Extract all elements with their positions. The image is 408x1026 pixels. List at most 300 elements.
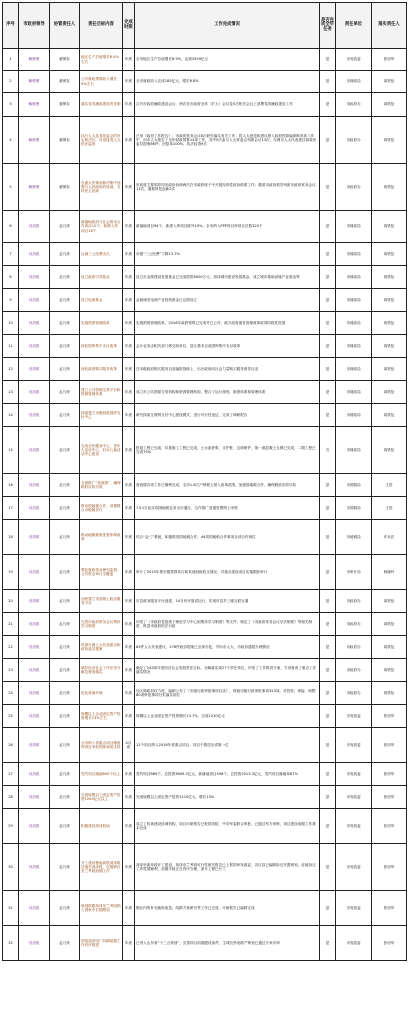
row-unit: 市政府办 [336, 117, 372, 164]
row-progress: 桩基工程已完成，坑基施工工程已完成，土水泥砂浆、支护桩、边坡喷护，第一道混凝土支撑已完成，二期工程已完成70% [135, 427, 320, 474]
row-leader: 闫剑波 [19, 809, 50, 844]
row-person: 王进 [372, 497, 407, 520]
row-seq: 27 [3, 763, 19, 786]
row-done: 是 [320, 763, 336, 786]
row-assist: 孟凡荣 [50, 682, 80, 705]
row-time: 年底 [123, 335, 135, 358]
row-progress: 金源诚发电商产业投资基金已注册设立 [135, 289, 320, 312]
row-unit: 市政府办 [336, 659, 372, 682]
row-person: 周铁伦 [372, 164, 407, 211]
row-assist: 翟保存 [50, 71, 80, 93]
header-done: 是否完成全年任务 [320, 3, 336, 49]
row-seq: 29 [3, 809, 19, 844]
row-task: 全面推广“营改增”，确保税收应收尽收 [80, 474, 123, 497]
row-progress: 成立了机场建设协调机构，项目可研报告已报国务院、中央军委联合审批，已通过军方审核，项目建设前期工作基本完成 [135, 809, 320, 844]
row-time: 年底 [123, 117, 135, 164]
row-leader: 闫剑波 [19, 335, 50, 358]
row-person: 周铁伦 [372, 381, 407, 404]
row-leader: 闫剑波 [19, 728, 50, 763]
row-assist: 孟凡荣 [50, 555, 80, 590]
row-person: 周铁伦 [372, 590, 407, 613]
row-done: 是 [320, 474, 336, 497]
row-time: 年底 [123, 312, 135, 335]
row-leader: 闫剑波 [19, 763, 50, 786]
row-time: 年底 [123, 381, 135, 404]
row-assist: 孟凡荣 [50, 474, 80, 497]
row-leader: 解维俊 [19, 117, 50, 164]
row-task: 推动地税税收征管体制改革 [80, 520, 123, 555]
row-done: 是 [320, 728, 336, 763]
row-progress: 额区内的补充换料改造，线路方案研究等工作已完成，可研报告已编制完成 [135, 891, 320, 926]
row-leader: 闫剑波 [19, 844, 50, 891]
row-task: 建立公共资源交易平台和资源管理体系 [80, 381, 123, 404]
row-task: 开工建设鲁南高铁菏泽段济南至菏泽段，实施郓巨至兰考段前期工作 [80, 844, 123, 891]
row-seq: 1 [3, 49, 19, 71]
row-person: 周铁伦 [372, 266, 407, 289]
row-person: 张培华 [372, 728, 407, 763]
table-row [3, 427, 407, 474]
row-progress: 营改增各项工作已顺利完成，全市1.8万户纳税人纳入改革范围，加强国地税合作，确保税收应收尽收 [135, 474, 320, 497]
row-assist: 孟凡荣 [50, 266, 80, 289]
row-time: 年底 [123, 926, 135, 961]
row-person: 周铁伦 [372, 682, 407, 705]
table-row [3, 520, 407, 555]
row-leader: 闫剑波 [19, 266, 50, 289]
row-seq: 31 [3, 891, 19, 926]
row-task: 加快建立市县网上政务服务平台 [80, 590, 123, 613]
row-assist: 孟凡荣 [50, 763, 80, 786]
row-progress: 规模以上企业固定资产投资增长13.7%，完成1210亿元 [135, 705, 320, 728]
table-row [3, 763, 407, 786]
row-leader: 解维俊 [19, 49, 50, 71]
row-task: 规模以上企业固定资产投资增长13%左右 [80, 705, 123, 728]
row-assist: 孟凡荣 [50, 613, 80, 636]
row-unit: 市财政局 [336, 211, 372, 243]
table-row [3, 404, 407, 427]
table-row [3, 497, 407, 520]
row-unit: 市财政局 [336, 312, 372, 335]
row-assist: 孟凡荣 [50, 520, 80, 555]
row-assist: 孟凡荣 [50, 728, 80, 763]
row-task: 执行人大及其常委会的决定和决议，自觉接受人大依法监督 [80, 117, 123, 164]
table-row [3, 289, 407, 312]
table-row [3, 312, 407, 335]
row-person: 周铁伦 [372, 289, 407, 312]
row-unit: 市财政局 [336, 358, 372, 381]
row-leader: 闫剑波 [19, 404, 50, 427]
table-row [3, 93, 407, 117]
row-assist: 孟凡荣 [50, 659, 80, 682]
row-unit: 市发改委 [336, 844, 372, 891]
row-progress: 83件人大代表建议，276件政协提案已全部办复，并向市人大、市政协通报办理情况 [135, 636, 320, 659]
row-done: 是 [320, 71, 336, 93]
row-task: 落实党风廉政建设责任制 [80, 93, 123, 117]
row-time: 年底 [123, 497, 135, 520]
row-task: 在重大决策前和决策中加强与人民政协的协商，支持民主协商 [80, 164, 123, 211]
row-person: 周铁伦 [372, 358, 407, 381]
row-progress: 审计了2015年度市级预算执行和其他财政收支情况；对重点建设项目实施跟踪审计 [135, 555, 320, 590]
row-seq: 9 [3, 289, 19, 312]
row-done: 是 [320, 659, 336, 682]
row-person: 周铁伦 [372, 659, 407, 682]
row-person: 周铁伦 [372, 312, 407, 335]
row-unit: 市财政局 [336, 71, 372, 93]
row-leader: 闫剑波 [19, 705, 50, 728]
row-done: 是 [320, 381, 336, 404]
row-progress: 签约项目689个，总投资3809.2亿元，新落地项目596个，总投资2013.3亿元，签约项目落地率87% [135, 763, 320, 786]
row-time: 年底 [123, 786, 135, 809]
row-time: 年底 [123, 404, 135, 427]
row-person: 杨晓玲 [372, 555, 407, 590]
row-seq: 13 [3, 381, 19, 404]
row-seq: 18 [3, 520, 19, 555]
row-time: 年底 [123, 659, 135, 682]
header-time: 完成时限 [123, 3, 135, 49]
header-leader: 市政府领导 [19, 3, 50, 49]
row-seq: 2 [3, 71, 19, 93]
row-done: 是 [320, 266, 336, 289]
row-done: 是 [320, 49, 336, 71]
row-assist: 孟凡荣 [50, 211, 80, 243]
row-leader: 闫剑波 [19, 474, 50, 497]
row-unit: 市财政局 [336, 381, 372, 404]
row-progress: 已形《政府工作报告》；市政府常务会议8次研究落实有关工作；将人大意见和建议纳入政府预算编制和具体工作中，向市人大报告了全年财政预算14项工作，其中5次参与人大常委会列席会议13次；办理市人大代表建议和政协委员提案86件；回复率100%，执法检查9次 [135, 117, 320, 164]
row-time: 年底 [123, 211, 135, 243]
row-unit: 市政府办 [336, 613, 372, 636]
row-time: 年底 [123, 49, 135, 71]
row-done: 是 [320, 613, 336, 636]
row-task: 做好经济社会工作任务分解及督查落实 [80, 659, 123, 682]
row-seq: 32 [3, 926, 19, 961]
row-unit: 市财政局 [336, 404, 372, 427]
row-person: 周铁伦 [372, 404, 407, 427]
row-assist: 孟凡荣 [50, 497, 80, 520]
row-progress: 已列入山东省“十三五规划”，完善项目前期建设条件，主城区热电联产规划已通过专家评审 [135, 926, 320, 961]
row-unit: 市政府办 [336, 590, 372, 613]
row-done: 是 [320, 164, 336, 211]
row-seq: 26 [3, 728, 19, 763]
row-time: 年底 [123, 613, 135, 636]
row-time: 年底 [123, 705, 135, 728]
row-seq: 24 [3, 682, 19, 705]
header-assist: 协管责任人 [50, 3, 80, 49]
row-seq: 3 [3, 93, 19, 117]
row-person: 周铁伦 [372, 427, 407, 474]
header-seq: 序号 [3, 3, 19, 49]
table-row [3, 164, 407, 211]
header-progress: 工作完成情况 [135, 3, 320, 49]
row-progress: 印发了《市政府党组班子理论学习中心组集体学习制度》等文件；制定了《市政府常务会议学法制度》等相关制度，推进市政府依法行政 [135, 613, 320, 636]
table-row [3, 117, 407, 164]
row-task: 完善市政府常务会议集体学习制度 [80, 613, 123, 636]
table-row [3, 786, 407, 809]
row-seq: 20 [3, 590, 19, 613]
row-assist: 孟凡荣 [50, 926, 80, 961]
row-assist: 孟凡荣 [50, 312, 80, 335]
table-row [3, 266, 407, 289]
row-time: 年底 [123, 891, 135, 926]
row-progress: 成立市公共资源交易机构和资源管理机构，整合了运行规则，制度体系和管理体系 [135, 381, 320, 404]
row-done: 是 [320, 93, 336, 117]
row-seq: 21 [3, 613, 19, 636]
row-task: 设立电商基金 [80, 289, 123, 312]
table-row [3, 555, 407, 590]
row-seq: 10 [3, 312, 19, 335]
row-assist: 孟凡荣 [50, 705, 80, 728]
row-task: 探索建立市级财政国库支付中心 [80, 404, 123, 427]
row-leader: 闫剑波 [19, 682, 50, 705]
row-progress: 实施预算管理改革，2016年政府预算已完成并已公开；地方政府债务管理改革取得阶段性进展 [135, 312, 320, 335]
row-seq: 28 [3, 786, 19, 809]
row-unit: 市财政局 [336, 289, 372, 312]
row-person: 张培华 [372, 786, 407, 809]
row-unit: 市政府办 [336, 93, 372, 117]
row-leader: 闫剑波 [19, 381, 50, 404]
row-task: 国电菏泽电厂四期前期工作有序推进 [80, 926, 123, 961]
row-time: 年底 [123, 763, 135, 786]
row-person: 张培华 [372, 891, 407, 926]
row-unit: 市发改委 [336, 763, 372, 786]
row-done: 是 [320, 289, 336, 312]
row-leader: 闫剑波 [19, 211, 50, 243]
row-assist: 孟凡荣 [50, 289, 80, 312]
table-row [3, 659, 407, 682]
row-task: 完成规模以上固定资产投资1200亿元以上 [80, 786, 123, 809]
row-done: 否 [320, 427, 336, 474]
table-row [3, 381, 407, 404]
row-leader: 闫剑波 [19, 358, 50, 381]
table-row [3, 728, 407, 763]
header-row [3, 3, 407, 49]
table-row [3, 49, 407, 71]
row-leader: 闫剑波 [19, 497, 50, 520]
row-unit: 市政府办 [336, 164, 372, 211]
row-time: 年底 [123, 809, 135, 844]
row-assist: 孟凡荣 [50, 335, 80, 358]
row-task: 新落地政府与社会资本合作项目10个，新增入库项目16个 [80, 211, 123, 243]
row-progress: 研究探索互联网支付中心建设模式，进行可行性论证，完成了调研报告 [135, 404, 320, 427]
row-assist: 孟凡荣 [50, 786, 80, 809]
row-progress: 市政府主要领导同市政协协商两次在市政府班子中开展经常性政协联系工作；邀请市政协领导列席市政府常务会议13次，通报科技创新2次 [135, 164, 320, 211]
row-done: 是 [320, 211, 336, 243]
row-assist: 孟凡荣 [50, 358, 80, 381]
row-seq: 19 [3, 555, 19, 590]
row-task: 地区生产总值增长8.5%左右 [80, 49, 123, 71]
row-person: 周铁伦 [372, 335, 407, 358]
row-seq: 16 [3, 474, 19, 497]
row-progress: 确定了243项年度经济社会发展责任目标，分解落实到27个责任单位，印发了工作推进方案，专项督查了重点工作落实情况 [135, 659, 320, 682]
row-task: 深化国库集中支付改革 [80, 335, 123, 358]
row-leader: 闫剑波 [19, 427, 50, 474]
row-person: 周铁伦 [372, 243, 407, 266]
row-leader: 解维俊 [19, 164, 50, 211]
row-progress: 完成规模以上固定资产投资1210亿元，增长13% [135, 786, 320, 809]
row-leader: 闫剑波 [19, 243, 50, 266]
row-unit: 市财政局 [336, 427, 372, 474]
row-done: 是 [320, 682, 336, 705]
row-seq: 14 [3, 404, 19, 427]
row-done: 是 [320, 786, 336, 809]
row-time: 年底 [123, 520, 135, 555]
row-person: 周铁伦 [372, 117, 407, 164]
row-seq: 30 [3, 844, 19, 891]
row-unit: 市国税局 [336, 474, 372, 497]
row-progress: 设立市金源建设发展基金已完成投资6000万元；菏泽城市建设发展基金、成立城市基础设施产业基金等 [135, 266, 320, 289]
row-assist: 翟保存 [50, 49, 80, 71]
row-progress: 新落地项目94个，新建入库项目除外10%，全市纳入PPP项目库项目总数325个 [135, 211, 320, 243]
row-unit: 市财政局 [336, 335, 372, 358]
row-seq: 23 [3, 659, 19, 682]
row-task: 完成全民健身中心、老年人活动中心、妇女儿童活动中心建设 [80, 427, 123, 474]
row-done: 是 [320, 497, 336, 520]
table-row [3, 211, 407, 243]
row-time: 年底 [123, 636, 135, 659]
table-row [3, 474, 407, 497]
row-person: 张培华 [372, 763, 407, 786]
table-body [3, 49, 407, 961]
row-person: 周铁伦 [372, 636, 407, 659]
row-seq: 8 [3, 266, 19, 289]
row-leader: 闫剑波 [19, 636, 50, 659]
row-time: 年底 [123, 289, 135, 312]
row-person: 王进 [372, 474, 407, 497]
row-seq: 17 [3, 497, 19, 520]
row-person: 张培华 [372, 705, 407, 728]
table-row [3, 926, 407, 961]
row-task: 深化政府购买服务改革 [80, 358, 123, 381]
row-leader: 解维俊 [19, 93, 50, 117]
row-assist: 孟凡荣 [50, 844, 80, 891]
row-time: 年底 [123, 358, 135, 381]
table-row [3, 243, 407, 266]
row-leader: 闫剑波 [19, 891, 50, 926]
row-seq: 22 [3, 636, 19, 659]
header-unit: 责任单位 [336, 3, 372, 49]
row-seq: 12 [3, 358, 19, 381]
table-row [3, 590, 407, 613]
row-unit: 市地税局 [336, 520, 372, 555]
table-row [3, 71, 407, 93]
row-task: 巩固办理人大代表建议和政协委员提案 [80, 636, 123, 659]
row-progress: 召开市政府廉政建设会议，两次在市政府全体（扩大）会议及5次相关会议上部署党风廉政建设工作 [135, 93, 320, 117]
row-task: 推动国地税合作，设置联合办税服务厅 [80, 497, 123, 520]
row-time: 年底 [123, 555, 135, 590]
row-time: 4月底 [123, 728, 135, 763]
row-unit: 市发改委 [336, 926, 372, 961]
row-assist: 孟凡荣 [50, 427, 80, 474]
row-done: 是 [320, 926, 336, 961]
row-task: 全市纳入省重点项目储备库项目争取国家和省支持 [80, 728, 123, 763]
row-time: 年底 [123, 844, 135, 891]
row-assist: 孟凡荣 [50, 243, 80, 266]
row-progress: 在本级政府购买服务目录编报基础上，出台政府向社会力量购买服务指导目录 [135, 358, 320, 381]
row-unit: 市审计局 [336, 555, 372, 590]
row-unit: 市发改委 [336, 891, 372, 926]
row-person: 周铁伦 [372, 613, 407, 636]
row-done: 是 [320, 590, 336, 613]
row-task: 优化营商环境 [80, 682, 123, 705]
row-task: 积极建设菏泽机场 [80, 809, 123, 844]
row-seq: 7 [3, 243, 19, 266]
row-unit: 市国税局 [336, 497, 372, 520]
table-row [3, 613, 407, 636]
row-done: 是 [320, 809, 336, 844]
row-unit: 市财政局 [336, 266, 372, 289]
row-leader: 闫剑波 [19, 926, 50, 961]
row-assist: 孟凡荣 [50, 590, 80, 613]
row-unit: 市政府办 [336, 636, 372, 659]
table-row [3, 358, 407, 381]
row-leader: 闫剑波 [19, 520, 50, 555]
row-done: 是 [320, 404, 336, 427]
row-task: 公共财政预算收入增长9%左右 [80, 71, 123, 93]
row-person: 周铁伦 [372, 71, 407, 93]
row-leader: 闫剑波 [19, 659, 50, 682]
table-row [3, 705, 407, 728]
row-person: 张培华 [372, 49, 407, 71]
row-time: 年底 [123, 164, 135, 211]
row-done: 是 [320, 117, 336, 164]
row-progress: 全市地区生产总值增长8.5%，达到2559亿元 [135, 49, 320, 71]
row-time: 年底 [123, 474, 135, 497]
row-person: 张培华 [372, 844, 407, 891]
row-unit: 市政府办 [336, 682, 372, 705]
row-progress: 市县政务服务平台创建，10月份开展试运行，实现市县乡三级互联互通 [135, 590, 320, 613]
row-unit: 市财政局 [336, 243, 372, 266]
row-seq: 5 [3, 164, 19, 211]
row-seq: 25 [3, 705, 19, 728]
row-task: 设立政府引导基金 [80, 266, 123, 289]
row-time: 年底 [123, 71, 135, 93]
row-leader: 闫剑波 [19, 312, 50, 335]
row-time: 年底 [123, 266, 135, 289]
row-progress: 12个项目纳入2016年省重点项目，项目个数居全省第一位 [135, 728, 320, 763]
row-unit: 市发改委 [336, 705, 372, 728]
row-assist: 孟凡荣 [50, 404, 80, 427]
row-assist: 孟凡荣 [50, 636, 80, 659]
row-assist: 孟凡荣 [50, 809, 80, 844]
table-row [3, 809, 407, 844]
row-person: 周铁伦 [372, 211, 407, 243]
row-progress: 结合“金三”系统，积极推进国地税合作，44项国地税合作事项全部合作到位 [135, 520, 320, 555]
table-row [3, 636, 407, 659]
row-done: 是 [320, 358, 336, 381]
row-unit: 市发改委 [336, 786, 372, 809]
row-done: 是 [320, 335, 336, 358]
row-person: 张培华 [372, 926, 407, 961]
row-progress: 市级“三公经费”下降13.7% [135, 243, 320, 266]
header-task: 责任目标内容 [80, 3, 123, 49]
task-table [2, 2, 407, 961]
row-seq: 15 [3, 427, 19, 474]
row-person: 张培华 [372, 809, 407, 844]
table-row [3, 844, 407, 891]
row-assist: 翟保存 [50, 117, 80, 164]
row-leader: 闫剑波 [19, 786, 50, 809]
row-done: 是 [320, 312, 336, 335]
row-leader: 闫剑波 [19, 613, 50, 636]
header-person: 落实责任人 [372, 3, 407, 49]
row-progress: 菏泽至曲阜段开工建设，菏泽至兰考段可行性研究报告已上报国家发改委，各区县已编制拆迁安置规划，征地拆迁工作进展顺利，前期手续正在有序办理，部分工程已开工 [135, 844, 320, 891]
row-assist: 孟凡荣 [50, 891, 80, 926]
row-time: 年底 [123, 243, 135, 266]
row-progress: 会计业务由相关部门移交给单位，县区基本完成国库集中支付改革 [135, 335, 320, 358]
row-unit: 市发改委 [336, 728, 372, 763]
table-row [3, 891, 407, 926]
table-row [3, 335, 407, 358]
row-person: 周铁伦 [372, 93, 407, 117]
row-person: 许兵法 [372, 520, 407, 555]
